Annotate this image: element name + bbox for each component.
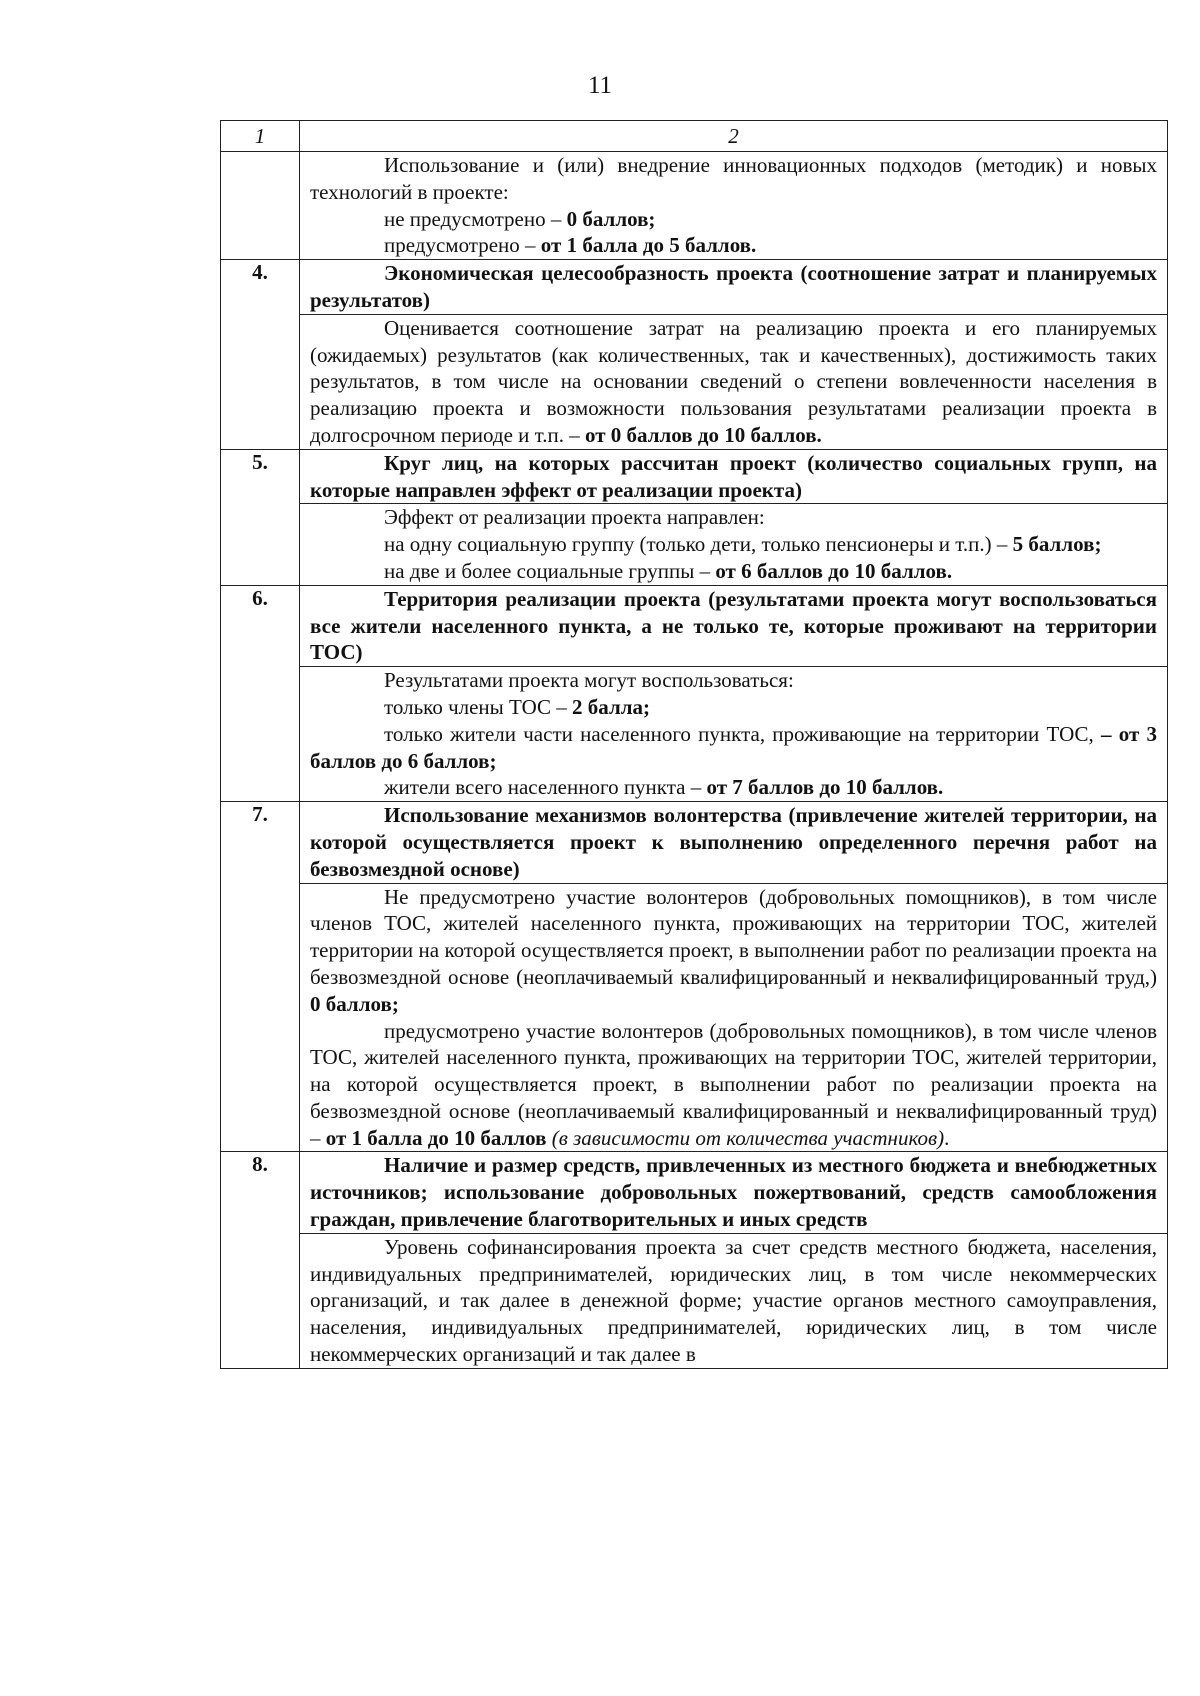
criterion-title: Экономическая целесообразность проекта (соотношение затрат и планируемых результатов) — [310, 261, 1157, 312]
criterion-number: 7. — [221, 802, 300, 1152]
paragraph: Оценивается соотношение затрат на реализацию проекта и его планируемых (ожидаемых) результатов (как количественных, так и качественных), достижимость таких результатов, в том числе на основании сведений о степени вовлеченности населения в реализацию проекта и возможности пользования результатами реализации проекта в долгосрочном периоде и т.п. – от 0 баллов до 10 баллов. — [310, 315, 1157, 447]
criterion-description-cell — [300, 314, 1168, 449]
criterion-title: Территория реализации проекта (результатами проекта могут воспользоваться все жители населенного пункта, а не только те, которые проживают на территории ТОС) — [310, 586, 1157, 665]
criterion-description-row — [221, 667, 1168, 802]
paragraph: только жители части населенного пункта, проживающие на территории ТОС, – от 3 баллов до 6 баллов; — [310, 721, 1157, 773]
criterion-description-cell — [300, 1233, 1168, 1368]
criterion-description-row — [221, 1233, 1168, 1368]
paragraph: Уровень софинансирования проекта за счет средств местного бюджета, населения, индивидуальных предпринимателей, юридических лиц, в том числе некоммерческих организаций, и так далее в денежной форме; участие органов местного самоуправления, населения, индивидуальных предпринимателей, юридических лиц, в том числе некоммерческих организаций и так далее в — [310, 1234, 1157, 1367]
intro-cell — [300, 152, 1168, 260]
criterion-description-row — [221, 883, 1168, 1152]
criterion-number: 6. — [221, 585, 300, 801]
paragraph: на одну социальную группу (только дети, только пенсионеры и т.п.) – 5 баллов; — [384, 532, 1102, 557]
criterion-title: Использование механизмов волонтерства (привлечение жителей территории, на которой осуществляется проект к выполнению определенного перечня работ на безвозмездной основе) — [310, 803, 1157, 881]
criterion-description-cell — [300, 883, 1168, 1152]
paragraph: Использование и (или) внедрение инновационных подходов (методик) и новых технологий в проекте: — [310, 153, 1157, 204]
criterion-description-row — [221, 504, 1168, 585]
criterion-title-row — [221, 260, 1168, 315]
criterion-number: 4. — [221, 260, 300, 450]
paragraph: жители всего населенного пункта – от 7 баллов до 10 баллов. — [384, 775, 944, 800]
criterion-title-cell — [300, 449, 1168, 504]
paragraph: не предусмотрено – 0 баллов; — [384, 206, 656, 231]
criterion-title: Круг лиц, на которых рассчитан проект (количество социальных групп, на которые направлен эффект от реализации проекта) — [310, 450, 1157, 502]
criterion-title-cell — [300, 1152, 1168, 1233]
criterion-description-row — [221, 314, 1168, 449]
criterion-title: Наличие и размер средств, привлеченных из местного бюджета и внебюджетных источников; использование добровольных пожертвований, средств самообложения граждан, привлечение благотворительных и иных средств — [310, 1153, 1157, 1232]
table-header-row — [221, 121, 1168, 152]
column-header-1: 1 — [221, 121, 300, 152]
table-row — [221, 152, 1168, 260]
criterion-title-cell — [300, 260, 1168, 315]
paragraph: Не предусмотрено участие волонтеров (добровольных помощников), в том числе членов ТОС, жителей населенного пункта, проживающих на территории ТОС, жителей территории на которой осуществляется проект, в выполнении работ по реализации проекта на безвозмездной основе (неоплачиваемый квалифицированный и неквалифицированный труд,) 0 баллов; — [310, 884, 1157, 1016]
criterion-title-row — [221, 802, 1168, 883]
paragraph: на две и более социальные группы – от 6 баллов до 10 баллов. — [384, 558, 953, 583]
page-number: 11 — [587, 72, 613, 99]
paragraph: Эффект от реализации проекта направлен: — [384, 505, 765, 530]
criterion-number: 8. — [221, 1152, 300, 1368]
criterion-title-row — [221, 585, 1168, 666]
criteria-table — [220, 120, 1168, 1369]
empty-number-cell — [221, 152, 300, 260]
column-header-2: 2 — [300, 121, 1168, 152]
paragraph: предусмотрено участие волонтеров (добровольных помощников), в том числе членов ТОС, жителей населенного пункта, проживающих на территории ТОС, жителей территории, на которой осуществляется проект, в выполнении работ по реализации проекта на безвозмездной основе (неоплачиваемый квалифицированный и неквалифицированный труд) – от 1 балла до 10 баллов (в зависимости от количества участников). — [310, 1018, 1157, 1150]
criterion-title-cell — [300, 802, 1168, 883]
criterion-title-row — [221, 449, 1168, 504]
criterion-title-row — [221, 1152, 1168, 1233]
paragraph: только члены ТОС – 2 балла; — [384, 694, 651, 719]
paragraph: предусмотрено – от 1 балла до 5 баллов. — [384, 233, 757, 258]
paragraph: Результатами проекта могут воспользоваться: — [384, 668, 794, 693]
criterion-description-cell — [300, 504, 1168, 585]
criterion-description-cell — [300, 667, 1168, 802]
criterion-title-cell — [300, 585, 1168, 666]
criterion-number: 5. — [221, 449, 300, 585]
